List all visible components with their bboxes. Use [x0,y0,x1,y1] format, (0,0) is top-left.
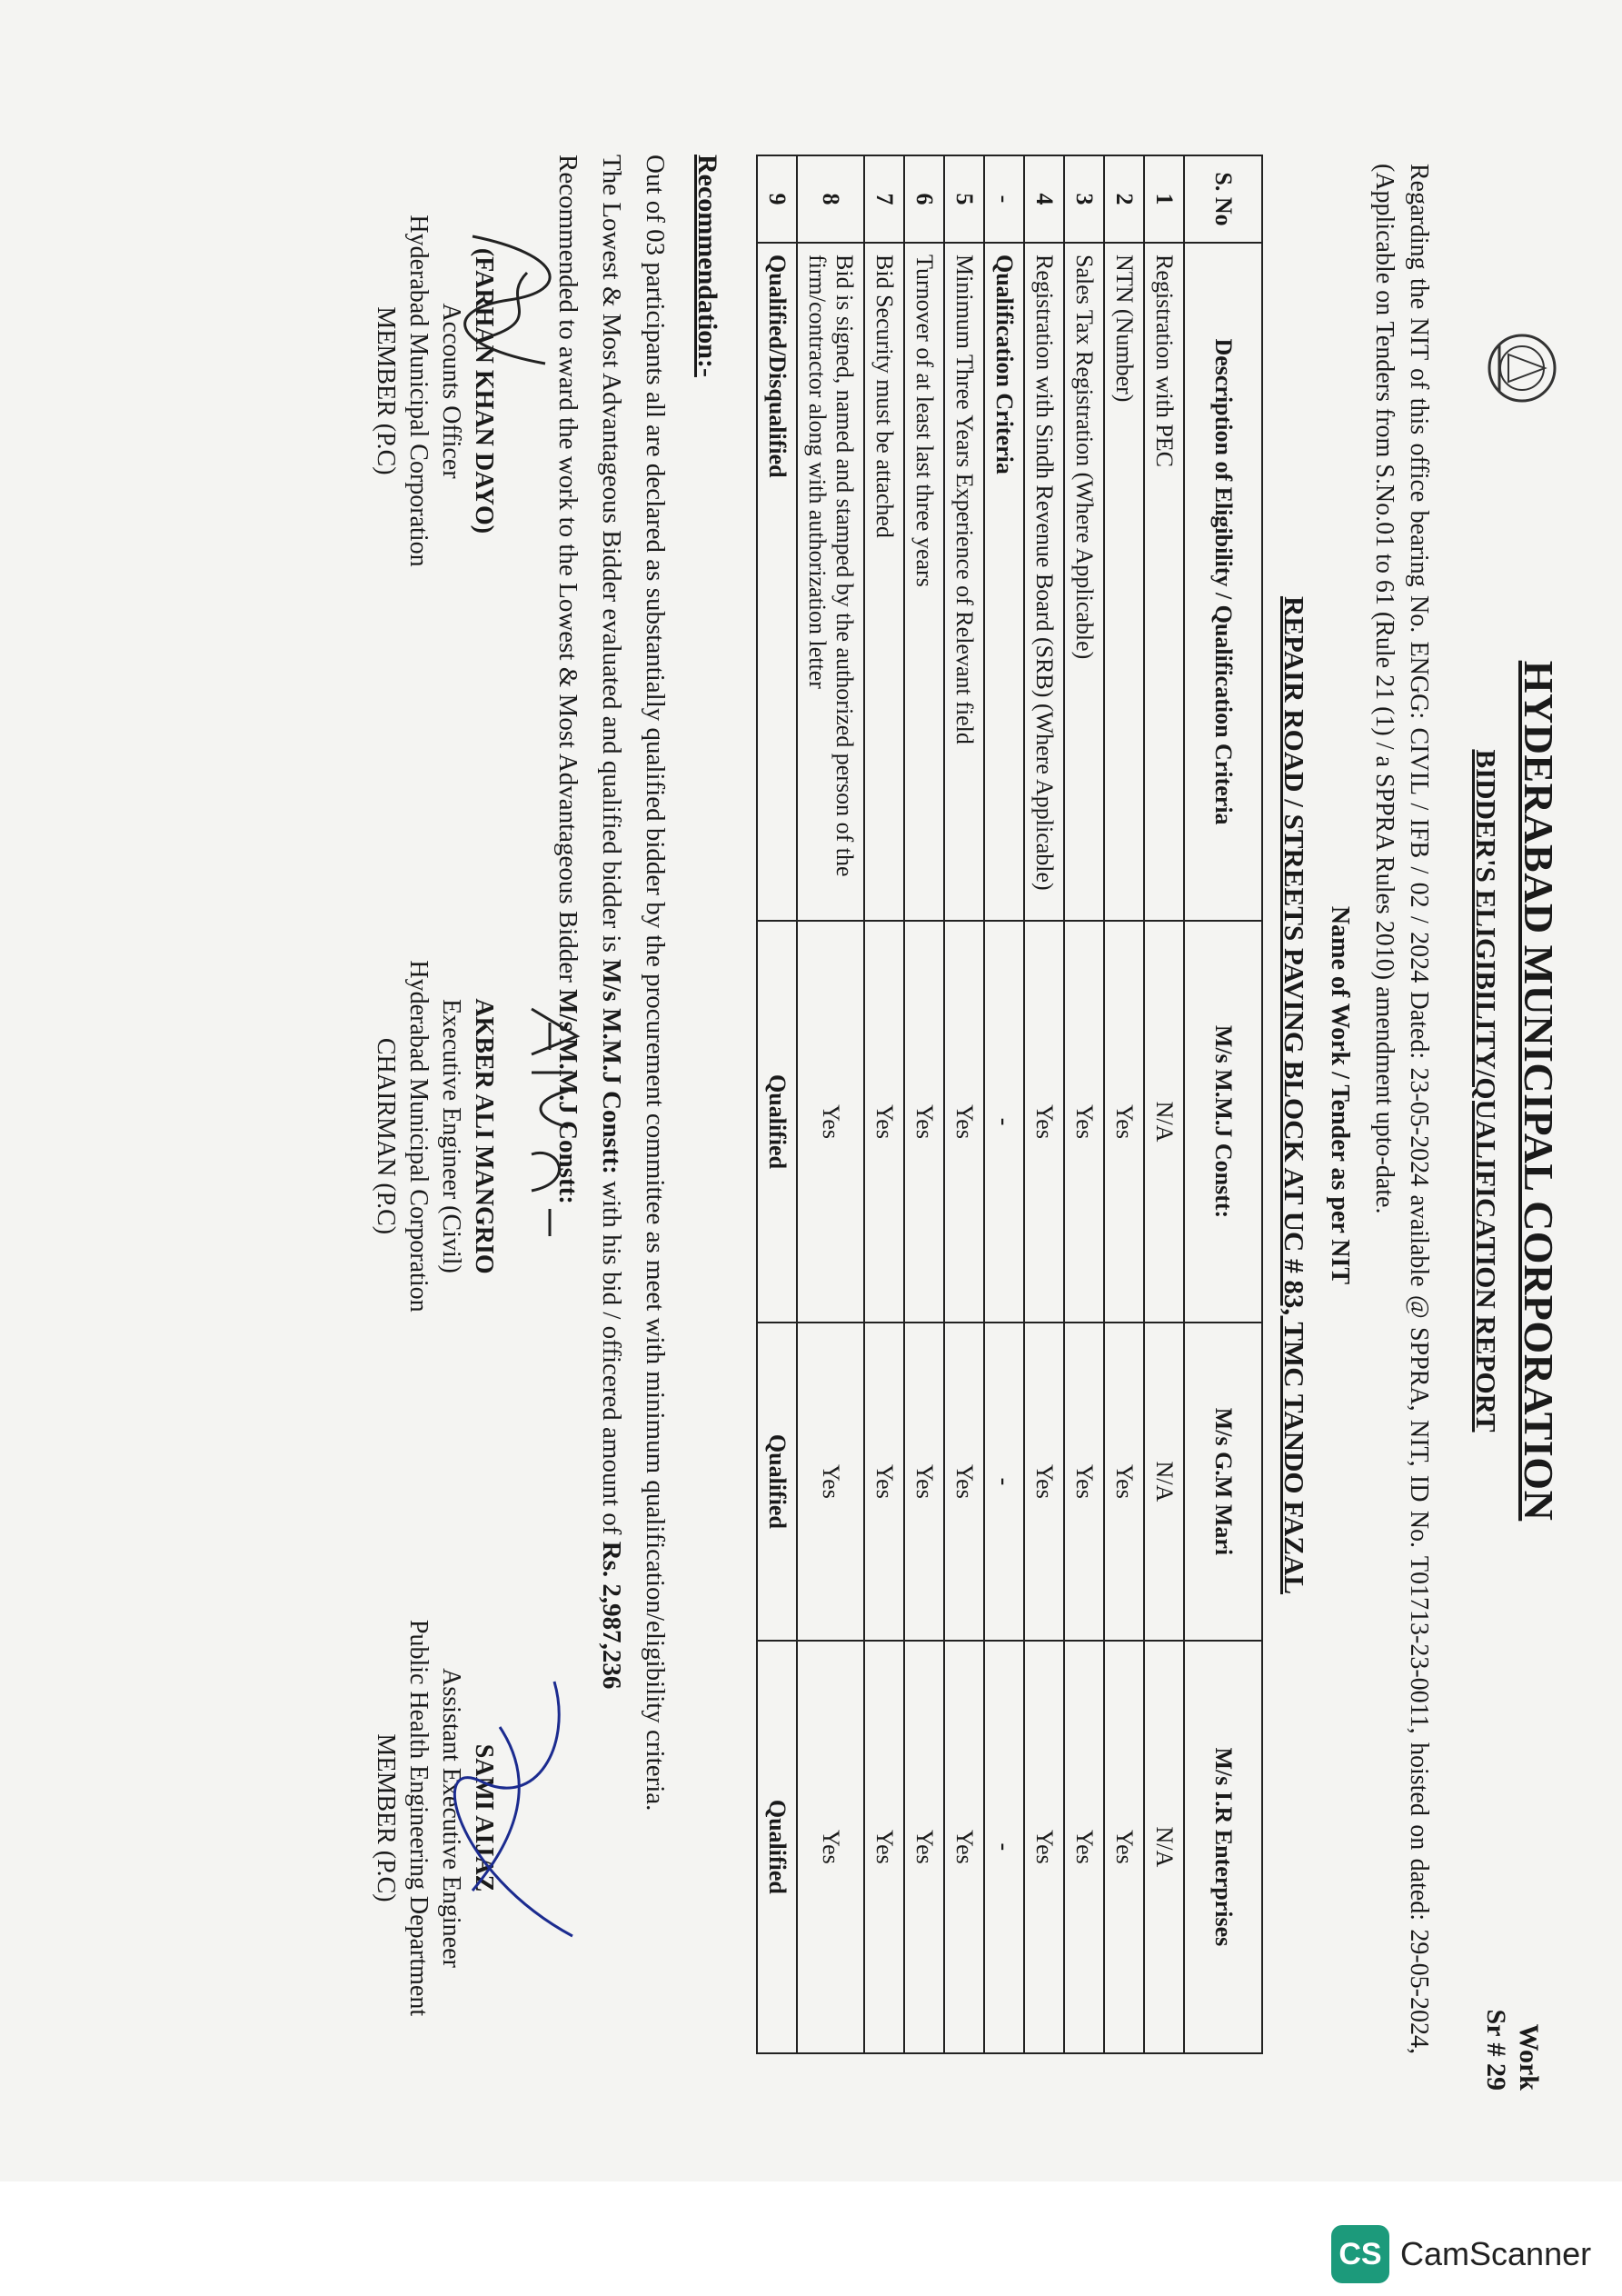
row-sno: 4 [1024,155,1064,243]
header-bidder-2: M/s G.M Mari [1184,1323,1262,1641]
row-bidder-1: Yes [864,921,904,1323]
signatory-2-title: Executive Engineer (Civil) [437,999,465,1273]
eligibility-table [756,155,1263,2054]
handwritten-signature-2 [513,1000,586,1254]
organization-title: HYDERABAD MUNICIPAL CORPORATION [1516,660,1562,1522]
row-description: Bid Security must be attached [864,243,904,921]
signatory-2-org: Hyderabad Municipal Corporation [404,960,433,1313]
para-2-text-b: with his bid / officered amount of [597,1173,626,1542]
row-bidder-1: Yes [944,921,984,1323]
header-sno: S. No [1184,155,1262,243]
intro-paragraph: Regarding the NIT of this office bearing No. ENGG: CIVIL / IFB / 02 / 2024 Dated: 23-05-2024 available @ SPPRA, NIT, ID No. T01713-23-0011, hoisted on dated: 29-05-2024, (Applicable on Tenders from S.No.01 to 61 (Rule 21 (1) / a SPPRA Rules 2010) amendment upto-date. [1370,164,1433,2054]
camscanner-watermark [1331,2222,1591,2286]
recommendation-para-2 [590,155,633,2081]
row-sno: 5 [944,155,984,243]
header-bidder-3: M/s I.R Enterprises [1184,1641,1262,2053]
recommendation-title: Recommendation:- [692,155,722,377]
table-row [864,155,904,2053]
signatory-3-role: MEMBER (P.C) [372,1733,400,1902]
para-2-bidder: M/s M.M.J Constt: [597,959,626,1174]
table-row [944,155,984,2053]
row-bidder-2: Yes [1064,1323,1104,1641]
row-description: Registration with Sindh Revenue Board (SRB) (Where Applicable) [1024,243,1064,921]
row-bidder-3: Yes [944,1641,984,2053]
row-bidder-1: Yes [904,921,944,1323]
row-description: Qualified/Disqualified [757,243,797,921]
table-row [1104,155,1144,2053]
row-sno: 8 [797,155,864,243]
row-bidder-2: Yes [797,1323,864,1641]
work-reference [1479,2010,1545,2091]
row-bidder-3: Yes [1024,1641,1064,2053]
row-description: Registration with PEC [1144,243,1184,921]
corporation-crest-icon [1481,327,1563,409]
signatory-block-2 [369,900,500,1373]
signatory-1-title: Accounts Officer [437,303,465,479]
row-bidder-1: Yes [1064,921,1104,1323]
signatory-1-org: Hyderabad Municipal Corporation [404,215,433,567]
header-description: Description of Eligibility / Qualification Criteria [1184,243,1262,921]
signatory-3-title: Assistant Executive Engineer [437,1668,465,1968]
para-2-text-a: The Lowest & Most Advantageous Bidder evaluated and qualified bidder is [597,155,626,960]
document-page [27,27,1581,2163]
row-description: Qualification Criteria [984,243,1024,921]
row-bidder-3: Yes [864,1641,904,2053]
row-bidder-1: Yes [1024,921,1064,1323]
row-bidder-3: Yes [797,1641,864,2053]
row-bidder-3: - [984,1641,1024,2053]
row-bidder-3: Yes [1064,1641,1104,2053]
table-row [984,155,1024,2053]
signatory-2-role: CHAIRMAN (P.C) [372,1037,400,1235]
name-of-work-label: Name of Work / Tender as per NIT [1326,905,1354,1285]
table-row [797,155,864,2053]
project-title: REPAIR ROAD / STREETS PAVING BLOCK AT UC # 83, TMC TANDO FAZAL [1279,595,1310,1595]
report-title: BIDDER'S ELIGIBILITY/QUALIFICATION REPORT [1470,749,1502,1433]
row-bidder-1: N/A [1144,921,1184,1323]
row-bidder-2: Yes [1104,1323,1144,1641]
signatory-1-name: (FARHAN KHAN DAYO) [470,247,498,534]
row-bidder-3: Yes [1104,1641,1144,2053]
row-bidder-3: N/A [1144,1641,1184,2053]
row-sno: 7 [864,155,904,243]
table-row [904,155,944,2053]
para-3-bidder: M/s M.M.J Constt: [553,989,582,1204]
row-description: NTN (Number) [1104,243,1144,921]
handwritten-signature-3 [436,1672,591,1945]
table-row [757,155,797,2053]
table-row [1144,155,1184,2053]
row-bidder-2: Yes [944,1323,984,1641]
row-bidder-2: N/A [1144,1323,1184,1641]
signatory-1-role: MEMBER (P.C) [372,306,400,475]
table-row [1024,155,1064,2053]
row-bidder-1: Yes [1104,921,1144,1323]
camscanner-logo-icon: CS [1331,2225,1389,2283]
row-bidder-2: - [984,1323,1024,1641]
row-bidder-2: Yes [864,1323,904,1641]
signatory-block-1 [369,155,500,627]
row-sno: 1 [1144,155,1184,243]
recommendation-para-1: Out of 03 participants all are declared as substantially qualified bidder by the procurement committee as meet with minimum qualification/eligibility criteria. [641,155,670,1812]
row-description: Turnover of at least last three years [904,243,944,921]
row-sno: 2 [1104,155,1144,243]
table-header-row [1184,155,1262,2053]
row-description: Minimum Three Years Experience of Relevant field [944,243,984,921]
para-2-amount: Rs. 2,987,236 [597,1541,626,1690]
handwritten-signature-1 [436,218,582,382]
camscanner-brand: CamScanner [1400,2235,1592,2272]
signatory-block-3 [369,1572,500,2063]
row-description: Bid is signed, named and stamped by the authorized person of the firm/contractor along with authorization letter [797,243,864,921]
row-bidder-1: - [984,921,1024,1323]
signatory-3-org: Public Health Engineering Department [404,1619,433,2017]
document-header [1469,573,1563,1609]
row-sno: - [984,155,1024,243]
row-bidder-1: Qualified [757,921,797,1323]
signatory-3-name: SAMI AIJAZ [470,1743,498,1892]
row-sno: 9 [757,155,797,243]
row-sno: 3 [1064,155,1104,243]
row-bidder-3: Qualified [757,1641,797,2053]
signatory-2-name: AKBER ALI MANGRIO [470,998,498,1274]
row-description: Sales Tax Registration (Where Applicable) [1064,243,1104,921]
serial-number: Sr # 29 [1481,2009,1511,2091]
row-bidder-3: Yes [904,1641,944,2053]
row-sno: 6 [904,155,944,243]
row-bidder-2: Yes [1024,1323,1064,1641]
header-bidder-1: M/s M.M.J Constt: [1184,921,1262,1323]
row-bidder-1: Yes [797,921,864,1323]
para-3-text-a: Recommended to award the work to the Lowest & Most Advantageous Bidder [553,155,582,990]
work-label: Work [1514,2023,1544,2091]
row-bidder-2: Yes [904,1323,944,1641]
row-bidder-2: Qualified [757,1323,797,1641]
table-row [1064,155,1104,2053]
